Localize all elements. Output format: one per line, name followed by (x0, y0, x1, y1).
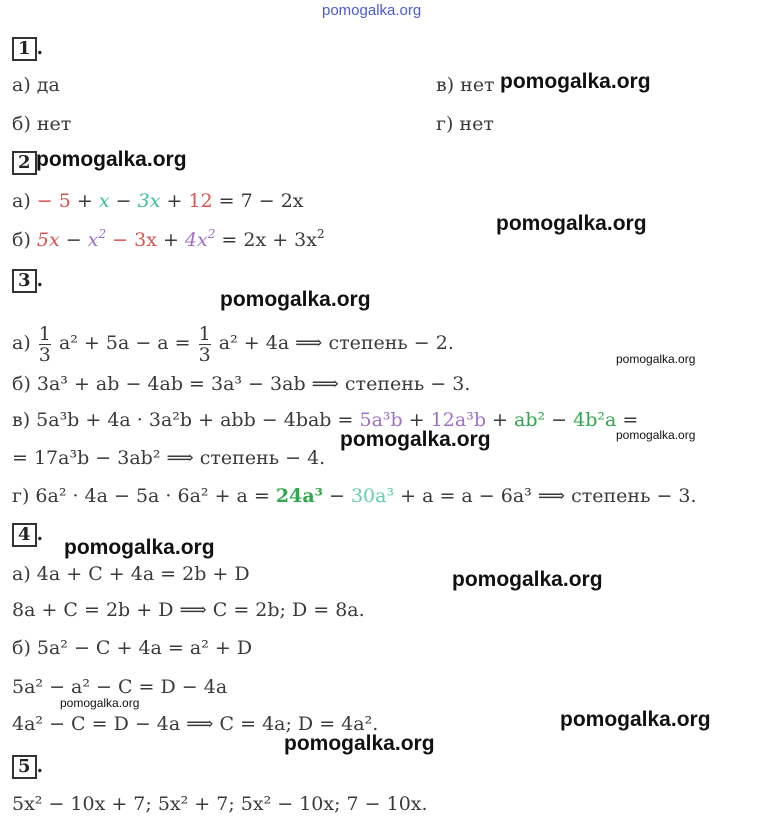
task-4-line-5: 4a² − C = D − 4a ⟹ C = 4a; D = 4a². (12, 713, 379, 735)
task-4-line-1: а) 4a + C + 4a = 2b + D (12, 563, 250, 585)
item-label: а) (12, 190, 31, 212)
expression: в) 5a³b + 4a · 3a²b + abb − 4bab = (12, 409, 354, 431)
term: 4b²a (573, 409, 617, 431)
watermark: pomogalka.org (616, 352, 696, 366)
task-2-line-a (12, 189, 304, 213)
term: 24a³ (275, 485, 323, 507)
expression: + a = a − 6a³ ⟹ степень − 3. (400, 485, 697, 507)
task-number: 2 (12, 151, 37, 175)
watermark: pomogalka.org (284, 732, 435, 755)
task-dot: . (36, 269, 44, 291)
task-1-header (12, 36, 43, 61)
term: 12a³b (430, 409, 486, 431)
term: 5x (36, 229, 60, 251)
task-2-line-b (12, 228, 325, 252)
task-1-answer-v: в) нет (436, 74, 495, 96)
watermark: pomogalka.org (496, 212, 647, 235)
watermark: pomogalka.org (560, 708, 711, 731)
task-2-header (12, 150, 37, 175)
term: x (98, 190, 110, 212)
watermark: pomogalka.org (340, 428, 491, 451)
task-3-line-g (12, 484, 697, 508)
watermark-top: pomogalka.org (322, 2, 422, 19)
task-number: 1 (12, 37, 37, 61)
watermark: pomogalka.org (616, 428, 696, 442)
operator: − (551, 409, 568, 431)
watermark: pomogalka.org (60, 696, 140, 710)
term: $x^2$ (87, 227, 107, 251)
term: 30a³ (350, 485, 395, 507)
operator: − (115, 190, 132, 212)
task-3-header (12, 268, 43, 293)
operator: = (622, 409, 639, 431)
item-label: б) (12, 229, 31, 251)
task-3-line-b: б) 3a³ + ab − 4ab = 3a³ − 3ab ⟹ степень − 3. (12, 373, 471, 395)
term: 12 (188, 190, 213, 212)
task-number: 4 (12, 523, 37, 547)
task-1-answer-b: б) нет (12, 113, 72, 135)
term: 3x (137, 190, 161, 212)
operator: − (329, 485, 345, 507)
term: = 7 − 2x (218, 190, 304, 212)
term: $4x^2$ (184, 227, 216, 251)
term: − 3x (112, 229, 157, 251)
operator: + (162, 229, 179, 251)
task-4-line-3: б) 5a² − C + 4a = a² + D (12, 637, 253, 659)
operator: + (408, 409, 425, 431)
task-1-answer-g: г) нет (436, 113, 494, 135)
task-3-line-v2: = 17a³b − 3ab² ⟹ степень − 4. (12, 447, 326, 469)
task-dot: . (36, 37, 44, 59)
watermark: pomogalka.org (452, 568, 603, 591)
expression: a² + 5a − a = (58, 332, 191, 354)
task-3-line-v (12, 408, 638, 432)
expression: a² + 4a ⟹ степень − 2. (218, 332, 454, 354)
watermark: pomogalka.org (36, 148, 187, 171)
watermark: pomogalka.org (220, 288, 371, 311)
expression: г) 6a² · 4a − 5a · 6a² + a = (12, 485, 270, 507)
term: = $2x + 3x^2$ (221, 227, 325, 251)
operator: + (492, 409, 508, 431)
task-5-line-1: 5x² − 10x + 7; 5x² + 7; 5x² − 10x; 7 − 10x. (12, 793, 428, 815)
task-4-line-4: 5a² − a² − C = D − 4a (12, 676, 228, 698)
task-number: 5 (12, 755, 37, 779)
watermark: pomogalka.org (64, 536, 215, 559)
task-4-line-2: 8a + C = 2b + D ⟹ C = 2b; D = 8a. (12, 599, 365, 621)
operator: − (65, 229, 82, 251)
task-number: 3 (12, 269, 37, 293)
item-label: а) (12, 332, 31, 354)
fraction: $\frac{1}{3}$ (198, 322, 211, 366)
task-dot: . (36, 755, 44, 777)
watermark: pomogalka.org (500, 70, 651, 93)
task-4-header (12, 522, 43, 547)
operator: + (166, 190, 183, 212)
term: − 5 (36, 190, 71, 212)
term: ab² (514, 409, 546, 431)
term: 5a³b (359, 409, 403, 431)
task-1-answer-a: а) да (12, 74, 60, 96)
task-5-header (12, 754, 43, 779)
task-3-line-a (12, 320, 454, 366)
operator: + (76, 190, 93, 212)
task-dot: . (36, 523, 44, 545)
fraction: $\frac{1}{3}$ (38, 322, 51, 366)
